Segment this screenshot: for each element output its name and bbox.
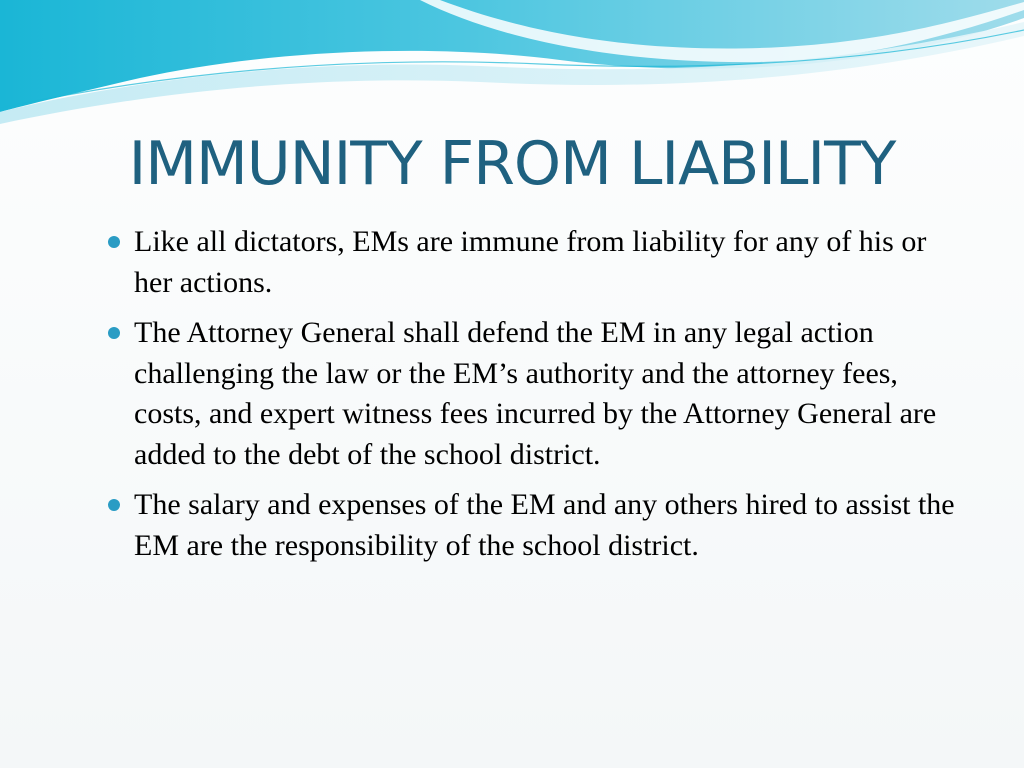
bullet-text: Like all dictators, EMs are immune from liability for any of his or her actions. [134, 225, 927, 299]
bullet-dot-icon [108, 236, 120, 248]
bullet-dot-icon [108, 499, 120, 511]
bullet-item [104, 313, 970, 475]
slide-title: IMMUNITY FROM LIABILITY [128, 129, 896, 199]
bullet-list [104, 222, 970, 576]
header-wave-decoration [0, 0, 1024, 130]
bullet-item [104, 222, 970, 303]
bullet-text: The salary and expenses of the EM and any others hired to assist the EM are the responsibility of the school district. [134, 488, 955, 562]
bullet-dot-icon [108, 327, 120, 339]
bullet-text: The Attorney General shall defend the EM in any legal action challenging the law or the EM’s authority and the attorney fees, costs, and expert witness fees incurred by the Attorney General are added to the debt of the school district. [134, 316, 937, 471]
bullet-item [104, 485, 970, 566]
